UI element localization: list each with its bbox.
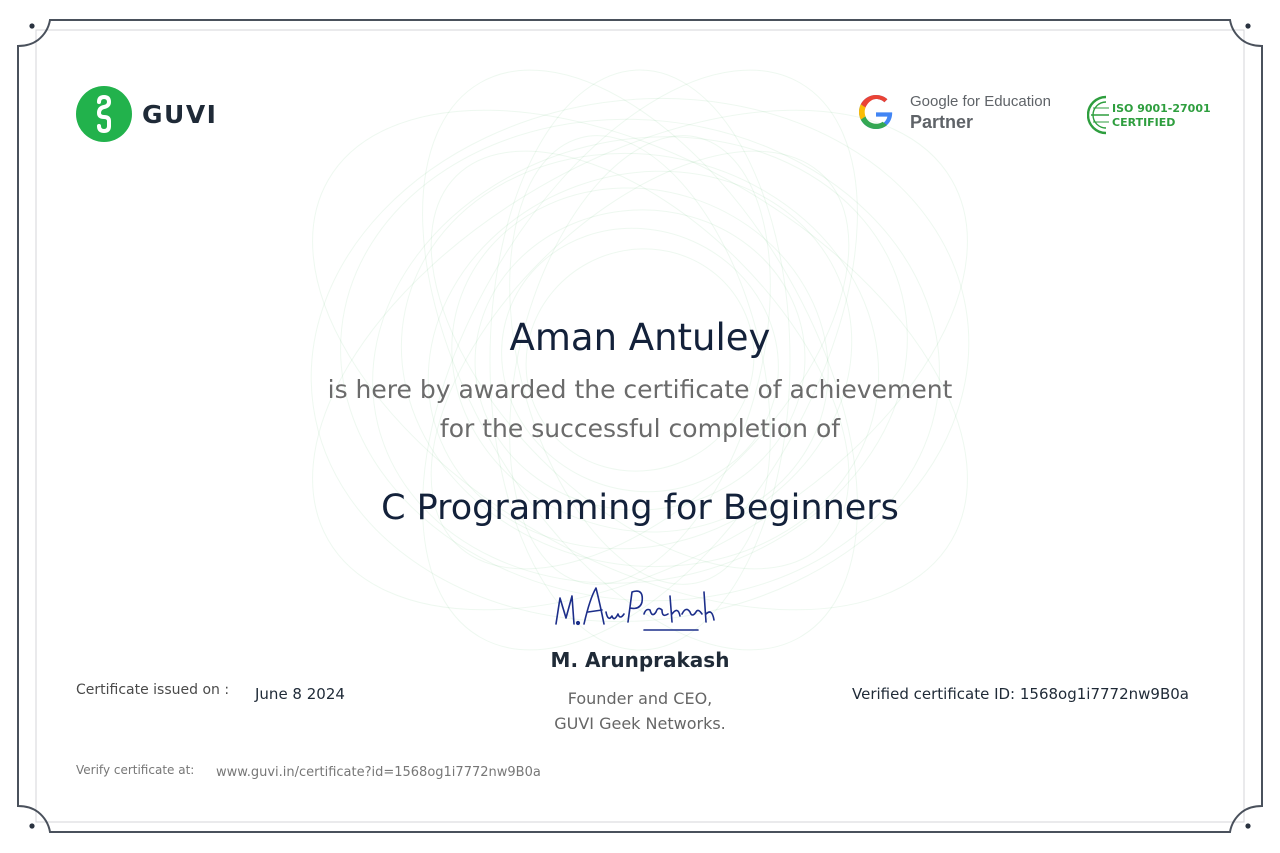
signature xyxy=(548,578,732,644)
iso-certified-badge xyxy=(1087,94,1211,136)
course-title: C Programming for Beginners xyxy=(381,488,899,528)
recipient-name: Aman Antuley xyxy=(509,316,771,359)
signatory-organization: GUVI Geek Networks. xyxy=(554,714,726,733)
signatory-title: Founder and CEO, xyxy=(567,689,713,708)
guvi-logo-icon xyxy=(76,86,132,142)
verified-certificate-id: Verified certificate ID: 1568og1i7772nw9B0a xyxy=(852,685,1189,703)
iso-certified-text: CERTIFIED xyxy=(1112,116,1176,129)
signature-text: M. Arunprakash xyxy=(548,578,556,579)
iso-standard-text: ISO 9001-27001 xyxy=(1112,102,1211,115)
google-education-partner-badge xyxy=(856,92,1051,132)
verify-url-link[interactable]: www.guvi.in/certificate?id=1568og1i7772nw9B0a xyxy=(216,765,541,780)
guvi-logo xyxy=(76,86,217,142)
google-g-icon xyxy=(856,92,896,132)
award-statement-line1: is here by awarded the certificate of achievement xyxy=(327,375,953,404)
award-statement-line2: for the successful completion of xyxy=(439,414,841,443)
partner-label: Partner xyxy=(910,112,974,132)
issue-date-label: Certificate issued on : xyxy=(76,682,230,698)
signatory-name: M. Arunprakash xyxy=(550,648,730,672)
issue-date-value: June 8 2024 xyxy=(255,685,345,703)
guvi-wordmark: GUVI xyxy=(142,99,218,129)
google-education-label: Google for Education xyxy=(910,93,1051,110)
verify-label: Verify certificate at: xyxy=(76,763,195,777)
